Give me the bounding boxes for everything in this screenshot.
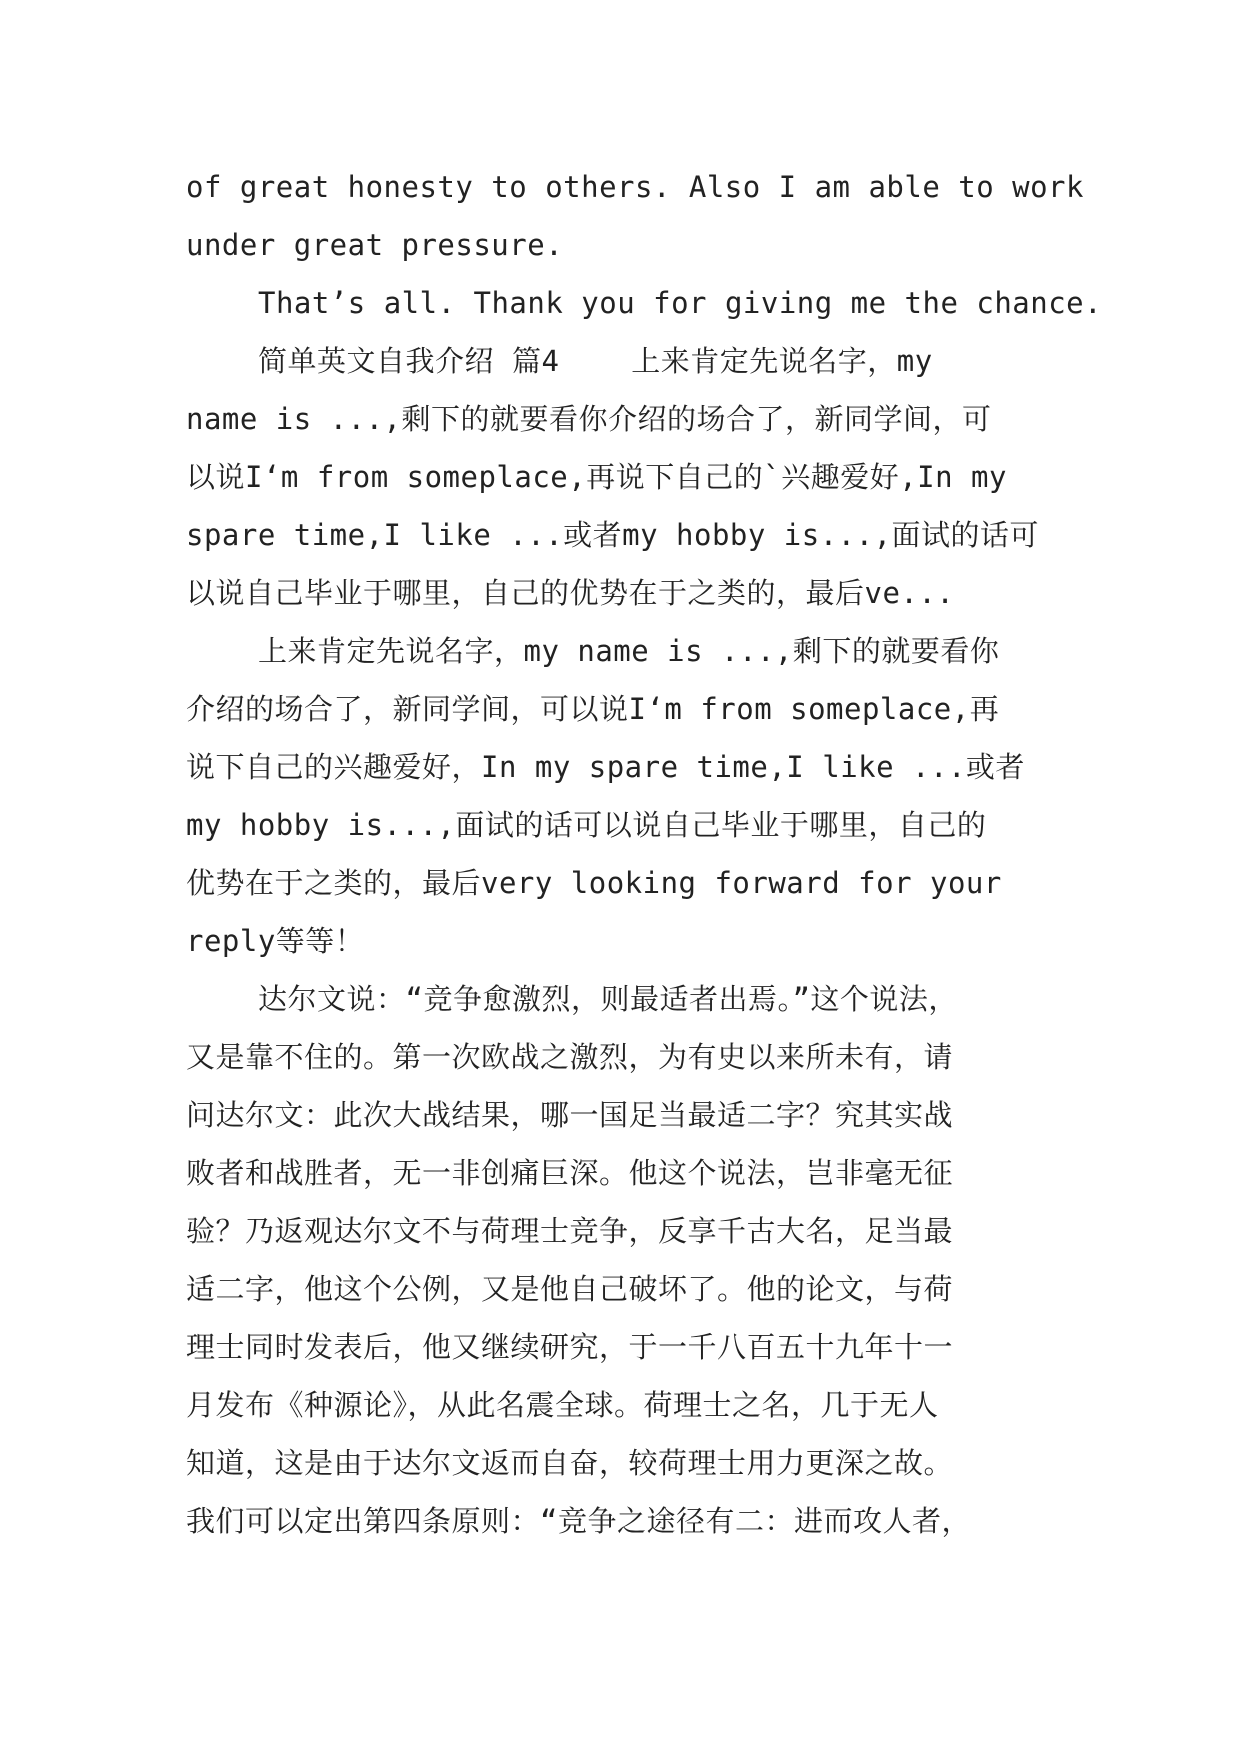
text-line-2: under great pressure. bbox=[186, 228, 564, 262]
text-line-11: 说下自己的兴趣爱好，In my spare time,I like ...或者 bbox=[186, 750, 1025, 784]
text-line-16: 又是靠不住的。第一次欧战之激烈，为有史以来所未有，请 bbox=[186, 1040, 954, 1074]
document-body bbox=[186, 158, 1103, 1550]
text-line-3: That’s all. Thank you for giving me the chance. bbox=[258, 286, 1103, 320]
text-line-5: name is ...,剩下的就要看你介绍的场合了，新同学间，可 bbox=[186, 402, 992, 436]
text-line-24: 我们可以定出第四条原则：“竞争之途径有二：进而攻人者， bbox=[186, 1504, 971, 1538]
text-line-15: 达尔文说：“竞争愈激烈，则最适者出焉。”这个说法， bbox=[258, 982, 958, 1016]
text-line-23: 知道，这是由于达尔文返而自奋，较荷理士用力更深之故。 bbox=[186, 1446, 954, 1480]
text-line-21: 理士同时发表后，他又继续研究，于一千八百五十九年十一 bbox=[186, 1330, 954, 1364]
text-line-10: 介绍的场合了，新同学间，可以说I‘m from someplace,再 bbox=[186, 692, 1000, 726]
text-line-6: 以说I‘m from someplace,再说下自己的`兴趣爱好,In my bbox=[186, 460, 1007, 494]
text-line-8: 以说自己毕业于哪里，自己的优势在于之类的，最后ve... bbox=[186, 576, 955, 610]
section-heading-line: 简单英文自我介绍 篇4 上来肯定先说名字，my bbox=[258, 344, 933, 378]
text-line-19: 验？乃返观达尔文不与荷理士竞争，反享千古大名，足当最 bbox=[186, 1214, 954, 1248]
text-line-1: of great honesty to others. Also I am able to work bbox=[186, 170, 1084, 204]
text-line-7: spare time,I like ...或者my hobby is...,面试的话可 bbox=[186, 518, 1040, 552]
text-line-20: 适二字，他这个公例，又是他自己破坏了。他的论文，与荷 bbox=[186, 1272, 954, 1306]
text-line-9: 上来肯定先说名字，my name is ...,剩下的就要看你 bbox=[258, 634, 1000, 668]
text-line-13: 优势在于之类的，最后very looking forward for your bbox=[186, 866, 1002, 900]
text-line-14: reply等等！ bbox=[186, 924, 365, 958]
text-line-12: my hobby is...,面试的话可以说自己毕业于哪里，自己的 bbox=[186, 808, 987, 842]
text-line-18: 败者和战胜者，无一非创痛巨深。他这个说法，岂非毫无征 bbox=[186, 1156, 954, 1190]
text-line-22: 月发布《种源论》，从此名震全球。荷理士之名，几于无人 bbox=[186, 1388, 939, 1422]
text-line-17: 问达尔文：此次大战结果，哪一国足当最适二字？究其实战 bbox=[186, 1098, 954, 1132]
